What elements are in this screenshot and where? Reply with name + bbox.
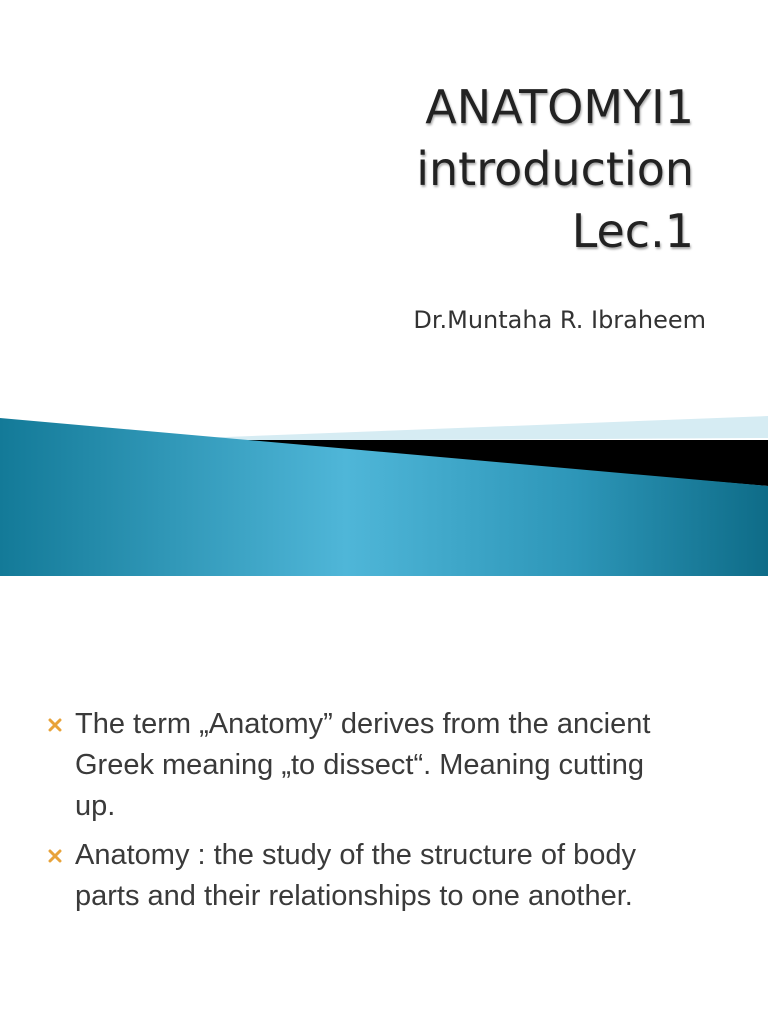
slide-subtitle: Dr.Muntaha R. Ibraheem <box>413 306 706 334</box>
title-line-2: introduction <box>416 142 694 196</box>
bullet-item-1 <box>48 704 738 827</box>
x-bullet-icon <box>48 849 62 863</box>
bullet-2-line-2: parts and their relationships to one another. <box>75 880 633 912</box>
banner-pale-stripe <box>200 416 768 441</box>
bullet-2-line-1: Anatomy : the study of the structure of body <box>75 839 636 871</box>
slide-title <box>416 76 694 262</box>
decorative-banner <box>0 410 768 576</box>
bullet-1-line-1: The term „Anatomy” derives from the ancient <box>75 708 651 740</box>
title-line-1: ANATOMYI1 <box>425 80 694 134</box>
content-slide <box>0 576 768 1024</box>
bullet-item-2 <box>48 835 738 917</box>
bullet-1-line-3: up. <box>75 790 116 822</box>
bullet-1-line-2: Greek meaning „to dissect“. Meaning cutting <box>75 749 644 781</box>
x-bullet-icon <box>48 718 62 732</box>
bullet-list <box>48 704 738 925</box>
title-line-3: Lec.1 <box>571 204 694 258</box>
